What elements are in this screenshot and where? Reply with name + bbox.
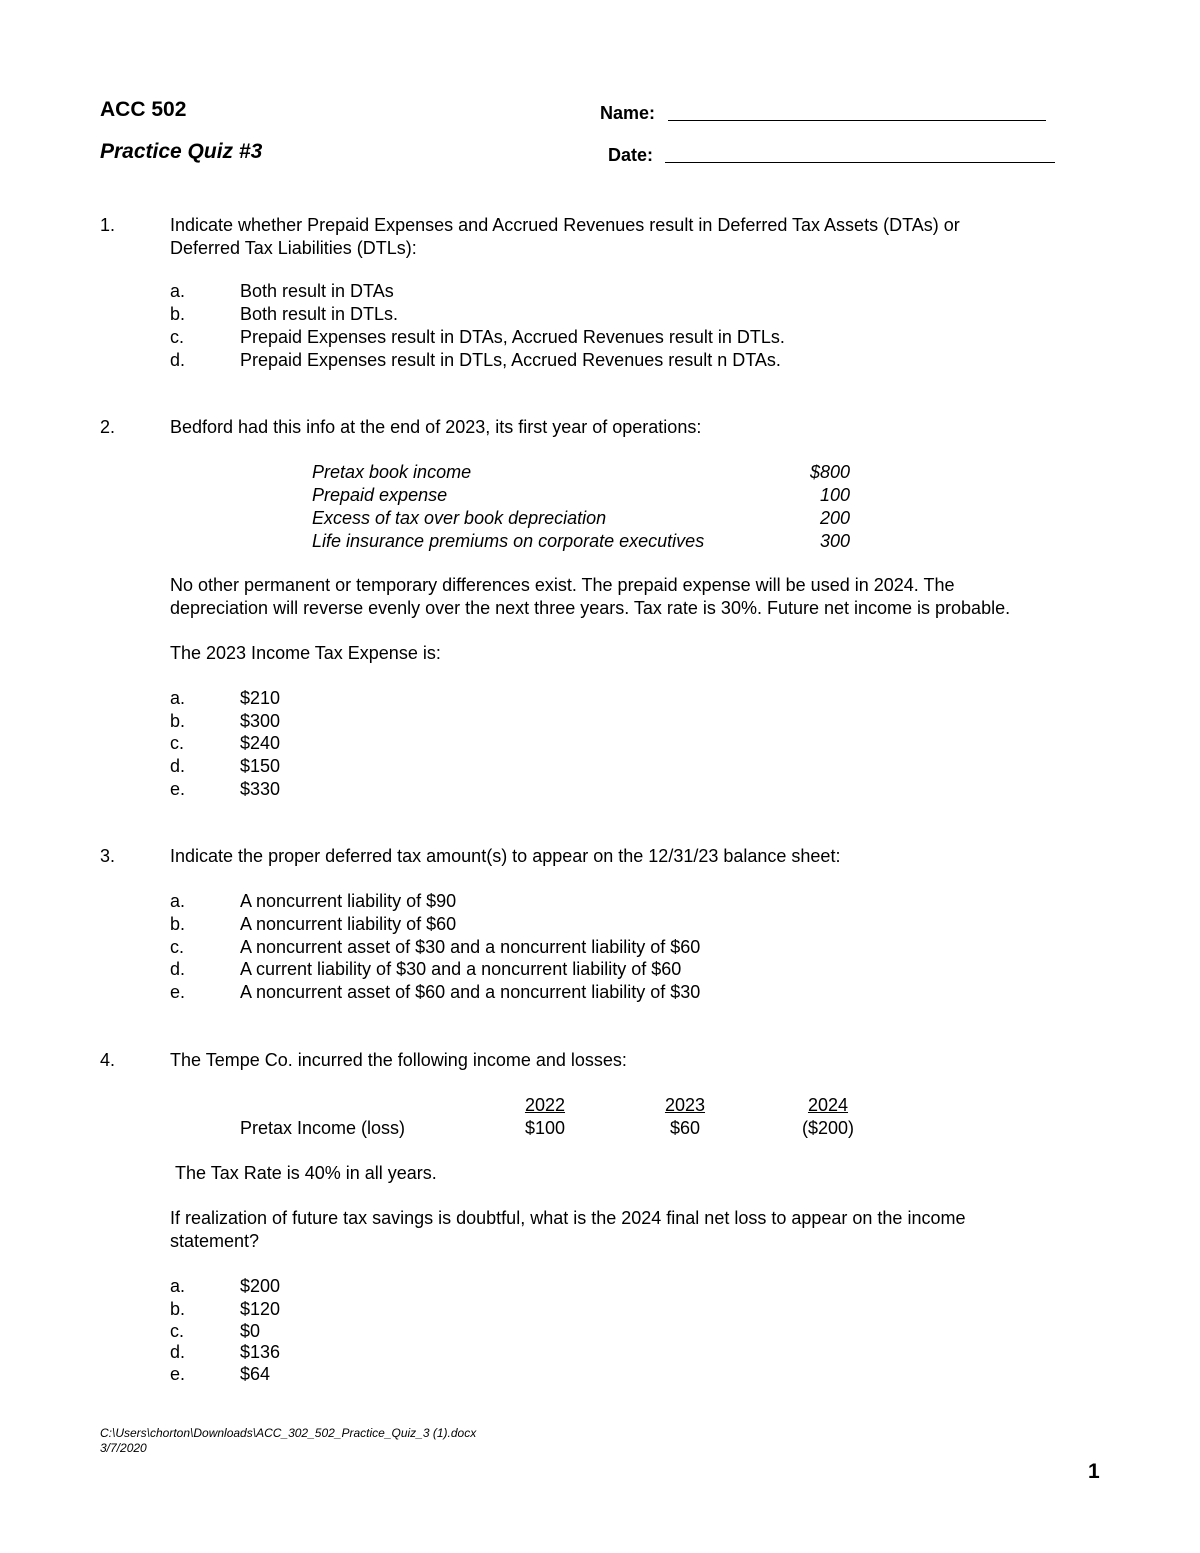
table-value: 300 <box>819 531 850 551</box>
row-value: $100 <box>524 1118 566 1138</box>
option-letter: d. <box>170 959 186 979</box>
option-letter: d. <box>170 350 186 370</box>
question-number: 3. <box>100 846 116 866</box>
option-text: $120 <box>240 1299 281 1319</box>
option-letter: e. <box>170 982 186 1002</box>
option-letter: c. <box>170 937 185 957</box>
table-label: Life insurance premiums on corporate executives <box>312 531 705 551</box>
question-body-line: statement? <box>170 1231 260 1251</box>
option-letter: d. <box>170 756 186 776</box>
question-text-line: Indicate whether Prepaid Expenses and Accrued Revenues result in Deferred Tax Assets (DTAs) or <box>170 215 960 235</box>
footer-file-path: C:\Users\chorton\Downloads\ACC_302_502_Practice_Quiz_3 (1).docx <box>100 1426 477 1440</box>
question-text: The Tempe Co. incurred the following income and losses: <box>170 1050 627 1070</box>
option-letter: c. <box>170 733 185 753</box>
option-text: $0 <box>240 1321 261 1341</box>
table-value: 100 <box>819 485 850 505</box>
option-letter: d. <box>170 1342 186 1362</box>
option-text: Prepaid Expenses result in DTAs, Accrued Revenues result in DTLs. <box>240 327 785 347</box>
option-text: $64 <box>240 1364 271 1384</box>
option-letter: b. <box>170 1299 186 1319</box>
year-header: 2024 <box>807 1095 849 1115</box>
option-text: A noncurrent liability of $90 <box>240 891 457 911</box>
option-letter: b. <box>170 304 186 324</box>
question-text: Indicate the proper deferred tax amount(s) to appear on the 12/31/23 balance sheet: <box>170 846 841 866</box>
option-letter: a. <box>170 688 186 708</box>
option-letter: e. <box>170 779 186 799</box>
option-text: $136 <box>240 1342 281 1362</box>
row-value: $60 <box>669 1118 701 1138</box>
year-header: 2022 <box>524 1095 566 1115</box>
date-line[interactable] <box>665 162 1055 163</box>
option-text: $210 <box>240 688 281 708</box>
option-text: Prepaid Expenses result in DTLs, Accrued Revenues result n DTAs. <box>240 350 781 370</box>
row-label: Pretax Income (loss) <box>240 1118 406 1138</box>
option-text: Both result in DTAs <box>240 281 394 301</box>
table-label: Excess of tax over book depreciation <box>312 508 607 528</box>
option-text: A current liability of $30 and a noncurrent liability of $60 <box>240 959 682 979</box>
question-body-line: No other permanent or temporary differences exist. The prepaid expense will be used in 2024. The <box>170 575 955 595</box>
question-number: 1. <box>100 215 116 235</box>
question-prompt: The 2023 Income Tax Expense is: <box>170 643 441 663</box>
option-text: $300 <box>240 711 281 731</box>
option-letter: c. <box>170 327 185 347</box>
option-text: $150 <box>240 756 281 776</box>
option-text: A noncurrent asset of $30 and a noncurrent liability of $60 <box>240 937 701 957</box>
option-letter: b. <box>170 711 186 731</box>
option-text: $200 <box>240 1276 281 1296</box>
question-number: 2. <box>100 417 116 437</box>
option-text: A noncurrent asset of $60 and a noncurrent liability of $30 <box>240 982 701 1002</box>
option-text: Both result in DTLs. <box>240 304 399 324</box>
option-text: A noncurrent liability of $60 <box>240 914 457 934</box>
row-value: ($200) <box>801 1118 855 1138</box>
question-number: 4. <box>100 1050 116 1070</box>
option-text: $330 <box>240 779 281 799</box>
table-label: Pretax book income <box>312 462 472 482</box>
option-text: $240 <box>240 733 281 753</box>
name-line[interactable] <box>668 120 1046 121</box>
page-number: 1 <box>1088 1460 1100 1483</box>
question-text: Bedford had this info at the end of 2023, its first year of operations: <box>170 417 702 437</box>
table-value: 200 <box>819 508 850 528</box>
table-value: $800 <box>809 462 850 482</box>
question-body-line: depreciation will reverse evenly over the next three years. Tax rate is 30%. Future net income is probable. <box>170 598 1011 618</box>
tax-rate-text: The Tax Rate is 40% in all years. <box>175 1163 437 1183</box>
quiz-title: Practice Quiz #3 <box>100 140 263 163</box>
option-letter: a. <box>170 891 186 911</box>
question-text-line: Deferred Tax Liabilities (DTLs): <box>170 238 417 258</box>
table-label: Prepaid expense <box>312 485 448 505</box>
course-title: ACC 502 <box>100 98 187 121</box>
question-body-line: If realization of future tax savings is doubtful, what is the 2024 final net loss to appear on the income <box>170 1208 966 1228</box>
date-label: Date: <box>608 145 654 165</box>
name-label: Name: <box>600 103 656 123</box>
option-letter: b. <box>170 914 186 934</box>
option-letter: c. <box>170 1321 185 1341</box>
option-letter: a. <box>170 281 186 301</box>
option-letter: e. <box>170 1364 186 1384</box>
footer-date: 3/7/2020 <box>100 1441 147 1455</box>
year-header: 2023 <box>664 1095 706 1115</box>
option-letter: a. <box>170 1276 186 1296</box>
